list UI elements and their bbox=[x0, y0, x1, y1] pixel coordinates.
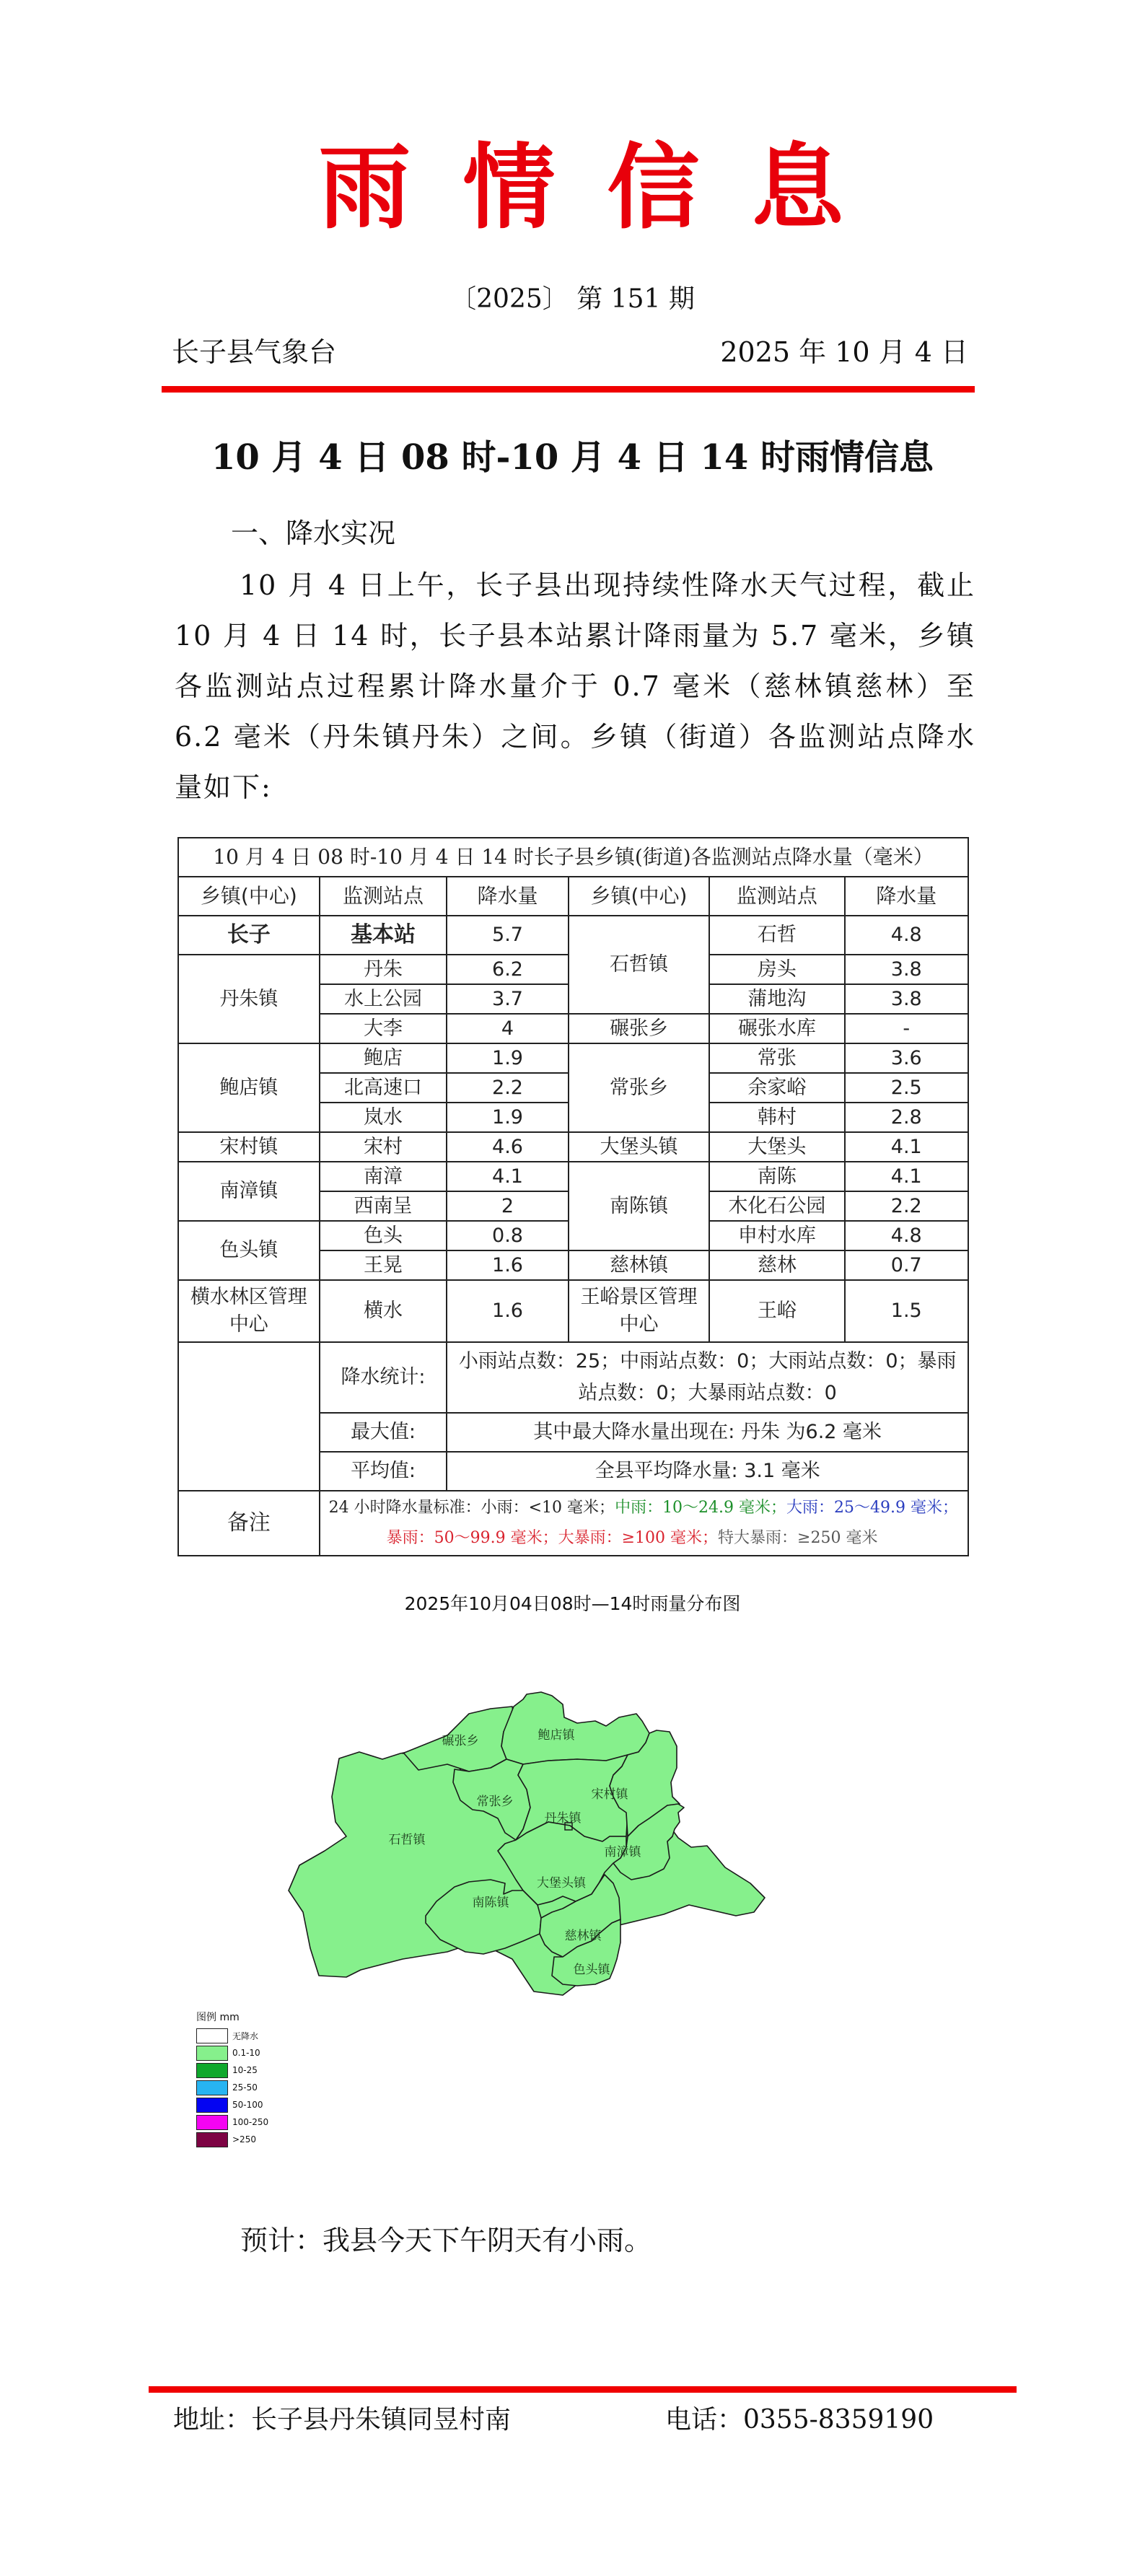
legend-swatch bbox=[196, 2132, 228, 2147]
legend-item bbox=[196, 2131, 268, 2148]
town-cell: 鲍店镇 bbox=[178, 1043, 320, 1132]
region-label: 色头镇 bbox=[573, 1963, 610, 1977]
legend-label: 0.1-10 bbox=[232, 2048, 260, 2058]
station-cell: 南漳 bbox=[320, 1162, 447, 1191]
legend-swatch bbox=[196, 2115, 228, 2130]
legend-label: 100-250 bbox=[232, 2117, 269, 2127]
note-label: 备注 bbox=[178, 1491, 320, 1556]
legend-label: 无降水 bbox=[232, 2030, 259, 2041]
region-label: 南漳镇 bbox=[604, 1845, 641, 1859]
footer-divider bbox=[149, 2386, 1017, 2393]
town-cell: 丹朱镇 bbox=[178, 955, 320, 1043]
rainfall-cell: 3.8 bbox=[845, 984, 969, 1014]
station-cell: 岚水 bbox=[320, 1103, 447, 1132]
station-cell: 慈林 bbox=[709, 1250, 844, 1280]
summary-text: 10 月 4 日上午，长子县出现持续性降水天气过程，截止 10 月 4 日 14 时，长子县本站累计降雨量为 5.7 毫米，乡镇各监测站点过程累计降水量介于 0.7 毫米（慈林镇慈林）至 6.2 毫米（丹朱镇丹朱）之间。乡镇（街道）各监测站点降水量如下: bbox=[175, 569, 975, 803]
footer-phone: 电话：0355-8359190 bbox=[665, 2405, 934, 2435]
legend-label: 10-25 bbox=[232, 2065, 258, 2075]
rainfall-cell: 1.9 bbox=[447, 1043, 568, 1073]
rainfall-cell: 2.2 bbox=[845, 1191, 969, 1221]
rainfall-cell: 3.6 bbox=[845, 1043, 969, 1073]
note-part: 24 小时降水量标准：小雨：<10 毫米； bbox=[328, 1499, 615, 1517]
rainfall-cell: 3.8 bbox=[845, 955, 969, 984]
town-cell: 大堡头镇 bbox=[569, 1132, 710, 1162]
rainfall-cell: 2.2 bbox=[447, 1073, 568, 1103]
masthead-title bbox=[0, 133, 1145, 242]
rainfall-cell: 1.9 bbox=[447, 1103, 568, 1132]
town-cell: 王峪景区管理中心 bbox=[569, 1280, 710, 1342]
town-cell: 石哲镇 bbox=[569, 916, 710, 1014]
region-label: 大堡头镇 bbox=[537, 1876, 586, 1891]
legend-item bbox=[196, 2113, 268, 2131]
rainfall-cell: 0.8 bbox=[447, 1221, 568, 1250]
town-cell: 慈林镇 bbox=[569, 1250, 710, 1280]
rainfall-cell: - bbox=[845, 1014, 969, 1043]
table-title: 10 月 4 日 08 时-10 月 4 日 14 时长子县乡镇(街道)各监测站点降水量（毫米） bbox=[178, 838, 968, 877]
region-label: 慈林镇 bbox=[564, 1929, 602, 1943]
rainfall-cell: 4.8 bbox=[845, 916, 969, 955]
station-cell: 丹朱 bbox=[320, 955, 447, 984]
station-cell: 余家峪 bbox=[709, 1073, 844, 1103]
stats-text: 小雨站点数：25；中雨站点数：0；大雨站点数：0；暴雨站点数：0；大暴雨站点数：0 bbox=[447, 1342, 968, 1413]
station-cell: 石哲 bbox=[709, 916, 844, 955]
section-heading: 一、降水实况 bbox=[231, 517, 396, 549]
legend-item bbox=[196, 2027, 268, 2044]
legend-swatch bbox=[196, 2080, 228, 2095]
table-row bbox=[178, 1043, 968, 1073]
summary-paragraph bbox=[175, 560, 975, 812]
table-row bbox=[178, 1132, 968, 1162]
legend-label: >250 bbox=[232, 2134, 256, 2145]
town-cell: 常张乡 bbox=[569, 1043, 710, 1132]
station-cell: 碾张水库 bbox=[709, 1014, 844, 1043]
masthead-char: 息 bbox=[751, 133, 844, 242]
rainfall-map bbox=[274, 1674, 967, 2179]
legend-item bbox=[196, 2062, 268, 2079]
region-baodian bbox=[501, 1692, 649, 1764]
rainfall-cell: 2 bbox=[447, 1191, 568, 1221]
table-row bbox=[178, 916, 968, 955]
station-cell: 西南呈 bbox=[320, 1191, 447, 1221]
avg-text: 全县平均降水量: 3.1 毫米 bbox=[447, 1452, 968, 1491]
town-cell: 长子 bbox=[178, 916, 320, 955]
legend-title: 图例 mm bbox=[196, 2012, 240, 2023]
rainfall-cell: 4 bbox=[447, 1014, 568, 1043]
col-header-station: 监测站点 bbox=[709, 877, 844, 916]
town-cell: 碾张乡 bbox=[569, 1014, 710, 1043]
rainfall-cell: 2.8 bbox=[845, 1103, 969, 1132]
report-title: 10 月 4 日 08 时-10 月 4 日 14 时雨情信息 bbox=[211, 437, 934, 478]
station-cell: 王峪 bbox=[709, 1280, 844, 1342]
rainfall-cell: 4.1 bbox=[845, 1162, 969, 1191]
masthead-char: 情 bbox=[462, 133, 556, 242]
region-label: 南陈镇 bbox=[472, 1896, 509, 1910]
note-part: 中雨：10～24.9 毫米； bbox=[615, 1499, 787, 1517]
station-cell: 色头 bbox=[320, 1221, 447, 1250]
issue-date: 2025 年 10 月 4 日 bbox=[720, 336, 968, 368]
table-row bbox=[178, 1162, 968, 1191]
col-header-station: 监测站点 bbox=[320, 877, 447, 916]
rainfall-cell: 4.1 bbox=[447, 1162, 568, 1191]
note-part: 暴雨：50～99.9 毫米；大暴雨：≥100 毫米； bbox=[386, 1529, 719, 1547]
region-label: 丹朱镇 bbox=[544, 1811, 582, 1826]
town-cell: 宋村镇 bbox=[178, 1132, 320, 1162]
town-cell: 南陈镇 bbox=[569, 1162, 710, 1250]
station-cell: 韩村 bbox=[709, 1103, 844, 1132]
note-row bbox=[178, 1491, 968, 1556]
rainfall-cell: 4.1 bbox=[845, 1132, 969, 1162]
station-cell: 房头 bbox=[709, 955, 844, 984]
station-cell: 北高速口 bbox=[320, 1073, 447, 1103]
station-cell: 申村水库 bbox=[709, 1221, 844, 1250]
station-cell: 蒲地沟 bbox=[709, 984, 844, 1014]
region-label: 碾张乡 bbox=[442, 1734, 479, 1748]
rainfall-cell: 4.6 bbox=[447, 1132, 568, 1162]
map-legend bbox=[196, 2010, 268, 2148]
town-cell: 色头镇 bbox=[178, 1221, 320, 1280]
rainfall-table bbox=[177, 837, 969, 1556]
legend-swatch bbox=[196, 2098, 228, 2113]
station-cell: 鲍店 bbox=[320, 1043, 447, 1073]
legend-item bbox=[196, 2079, 268, 2096]
map-title: 2025年10月04日08时—14时雨量分布图 bbox=[404, 1593, 741, 1614]
station-cell: 王晃 bbox=[320, 1250, 447, 1280]
region-label: 石哲镇 bbox=[388, 1833, 426, 1847]
region-label: 鲍店镇 bbox=[538, 1728, 575, 1743]
legend-swatch bbox=[196, 2028, 228, 2043]
region-label: 常张乡 bbox=[476, 1795, 514, 1809]
stats-label: 降水统计: bbox=[320, 1342, 447, 1413]
issue-number: 〔2025〕 第 151 期 bbox=[450, 284, 695, 314]
station-cell: 基本站 bbox=[320, 916, 447, 955]
station-cell: 大堡头 bbox=[709, 1132, 844, 1162]
station-cell: 木化石公园 bbox=[709, 1191, 844, 1221]
rainfall-cell: 6.2 bbox=[447, 955, 568, 984]
forecast-text: 预计：我县今天下午阴天有小雨。 bbox=[240, 2225, 652, 2256]
col-header-town: 乡镇(中心) bbox=[178, 877, 320, 916]
max-text: 其中最大降水量出现在: 丹朱 为6.2 毫米 bbox=[447, 1413, 968, 1452]
rainfall-cell: 1.6 bbox=[447, 1250, 568, 1280]
rainfall-cell: 4.8 bbox=[845, 1221, 969, 1250]
issuing-organization: 长子县气象台 bbox=[172, 336, 337, 368]
rainfall-cell: 1.6 bbox=[447, 1280, 568, 1342]
table-row bbox=[178, 1280, 968, 1342]
station-cell: 水上公园 bbox=[320, 984, 447, 1014]
masthead-char: 雨 bbox=[318, 133, 411, 242]
station-cell: 横水 bbox=[320, 1280, 447, 1342]
rainfall-cell: 1.5 bbox=[845, 1280, 969, 1342]
stats-row bbox=[178, 1342, 968, 1413]
footer-address: 地址：长子县丹朱镇同昱村南 bbox=[173, 2405, 512, 2435]
header-divider bbox=[162, 386, 975, 393]
region-label: 宋村镇 bbox=[591, 1787, 628, 1802]
legend-swatch bbox=[196, 2063, 228, 2078]
station-cell: 宋村 bbox=[320, 1132, 447, 1162]
stats-blank-cell bbox=[178, 1342, 320, 1491]
avg-label: 平均值: bbox=[320, 1452, 447, 1491]
station-cell: 南陈 bbox=[709, 1162, 844, 1191]
col-header-rainfall: 降水量 bbox=[447, 877, 568, 916]
note-text bbox=[320, 1491, 968, 1556]
rainfall-cell: 2.5 bbox=[845, 1073, 969, 1103]
rainfall-cell: 5.7 bbox=[447, 916, 568, 955]
legend-label: 50-100 bbox=[232, 2100, 263, 2110]
note-part: 特大暴雨：≥250 毫米 bbox=[718, 1529, 878, 1547]
masthead-char: 信 bbox=[607, 133, 700, 242]
station-cell: 大李 bbox=[320, 1014, 447, 1043]
rainfall-cell: 3.7 bbox=[447, 984, 568, 1014]
legend-item bbox=[196, 2096, 268, 2113]
legend-label: 25-50 bbox=[232, 2082, 258, 2093]
town-cell: 横水林区管理中心 bbox=[178, 1280, 320, 1342]
town-cell: 南漳镇 bbox=[178, 1162, 320, 1221]
legend-swatch bbox=[196, 2046, 228, 2061]
rainfall-cell: 0.7 bbox=[845, 1250, 969, 1280]
max-label: 最大值: bbox=[320, 1413, 447, 1452]
col-header-town: 乡镇(中心) bbox=[569, 877, 710, 916]
station-cell: 常张 bbox=[709, 1043, 844, 1073]
note-part: 大雨：25～49.9 毫米； bbox=[786, 1499, 959, 1517]
col-header-rainfall: 降水量 bbox=[845, 877, 969, 916]
legend-item bbox=[196, 2044, 268, 2062]
